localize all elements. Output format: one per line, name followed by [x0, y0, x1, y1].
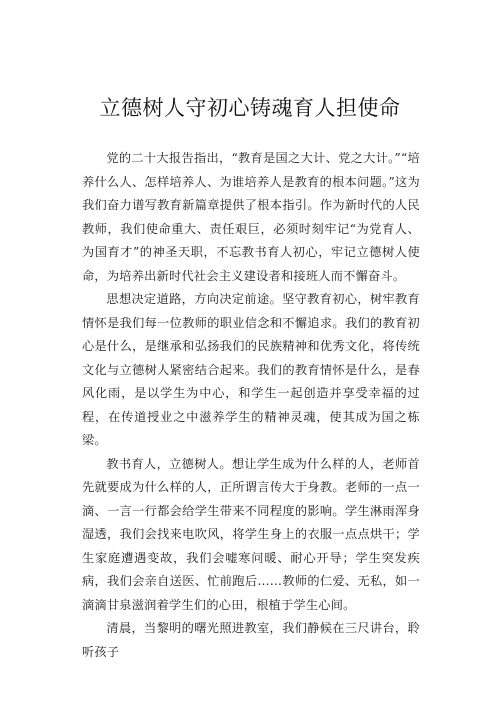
- paragraph: 教书育人，立德树人。想让学生成为什么样的人，老师首先就要成为什么样的人，正所谓言传大于身教。老师的一点一滴、一言一行都会给学生带来不同程度的影响。学生淋雨浑身湿透，我们会找来电吹风，将学生身上的衣服一点点烘干；学生家庭遭遇变故，我们会嘘寒问暖、耐心开导；学生突发疾病，我们会亲自送医、忙前跑后……教师的仁爱、无私，如一滴滴甘泉滋润着学生们的心田，根植于学生心间。: [82, 456, 420, 612]
- paragraph: 思想决定道路，方向决定前途。坚守教育初心，树牢教育情怀是我们每一位教师的职业信念和不懈追求。我们的教育初心是什么，是继承和弘扬我们的民族精神和优秀文化，将传统文化与立德树人紧密结合起来。我们的教育情怀是什么，是春风化雨，是以学生为中心，和学生一起创造并享受幸福的过程，在传道授业之中滋养学生的精神灵魂，使其成为国之栋梁。: [82, 292, 420, 447]
- document-title: 立德树人守初心铸魂育人担使命: [99, 96, 401, 120]
- paragraph: 党的二十大报告指出，“教育是国之大计、党之大计。”“培养什么人、怎样培养人、为谁培养人是教育的根本问题。”这为我们奋力谱写教育新篇章提供了根本指引。作为新时代的人民教师，我们使命重大、责任艰巨，必须时刻牢记“为党育人、为国育才”的神圣天职，不忘教书育人初心，牢记立德树人使命，为培养出新时代社会主义建设者和接班人而不懈奋斗。: [82, 151, 420, 283]
- paragraph: 清晨，当黎明的曙光照进教室，我们静候在三尺讲台，聆听孩子: [82, 621, 420, 659]
- document-body: [82, 147, 420, 664]
